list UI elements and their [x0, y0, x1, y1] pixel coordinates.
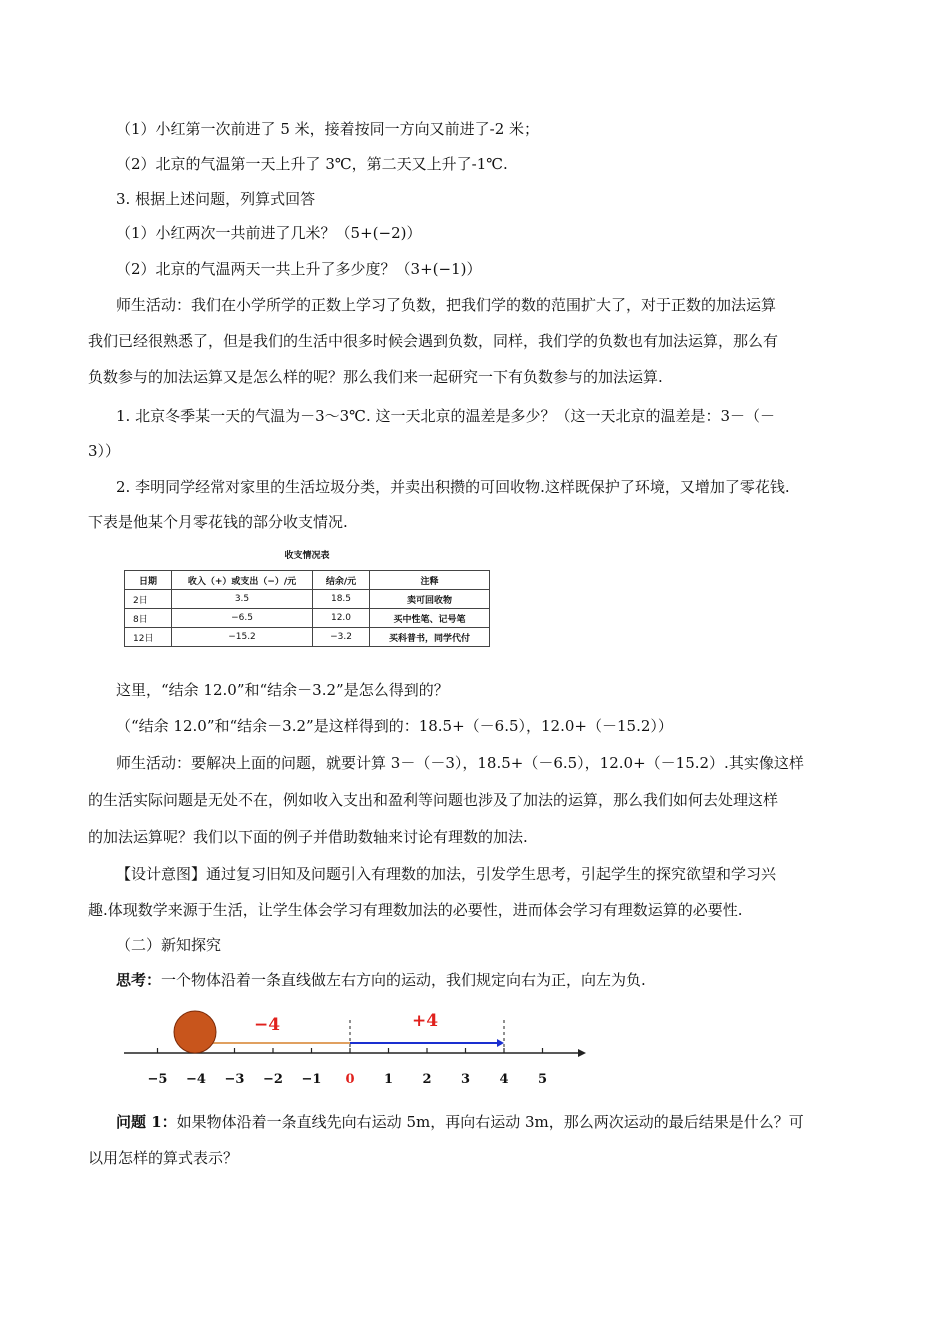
- moving-object-ball-icon: [174, 1011, 216, 1053]
- think-text: 一个物体沿着一条直线做左右方向的运动，我们规定向右为正，向左为负.: [161, 971, 646, 989]
- axis-arrow-icon: [578, 1049, 586, 1057]
- section-heading: （二）新知探究: [116, 936, 222, 954]
- tick-label: 3: [460, 1072, 471, 1087]
- tick-label: 5: [537, 1072, 548, 1087]
- tick-label: 2: [422, 1072, 432, 1087]
- income-expense-table: [124, 548, 490, 647]
- problem-money-line-2: 下表是他某个月零花钱的部分收支情况.: [88, 513, 348, 531]
- question-here-answer: （“结余 12.0”和“结余－3.2”是这样得到的：18.5+（－6.5），12.0+（－15.2））: [116, 717, 673, 735]
- header-note: 注释: [370, 571, 490, 590]
- tick-label: 4: [499, 1072, 509, 1087]
- header-date: 日期: [125, 571, 172, 590]
- step-3: 3. 根据上述问题，列算式回答: [116, 190, 316, 208]
- tick-label: −1: [301, 1072, 322, 1087]
- number-line-figure: [120, 1006, 590, 1092]
- problem-money-line-1: 2. 李明同学经常对家里的生活垃圾分类，并卖出积攒的可回收物.这样既保护了环境，又增加了零花钱.: [116, 478, 790, 496]
- cell-date: 12日: [125, 628, 172, 647]
- tick-label: −5: [147, 1072, 168, 1087]
- problem-temp-line-2: 3））: [88, 442, 121, 460]
- tick-label: −3: [224, 1072, 245, 1087]
- cell-note: 卖可回收物: [370, 590, 490, 609]
- tick-label: 0: [345, 1072, 355, 1087]
- problem-1-line-2: 以用怎样的算式表示？: [88, 1149, 239, 1167]
- cell-date: 2日: [125, 590, 172, 609]
- answer-2: （2）北京的气温两天一共上升了多少度？（3+(−1)）: [116, 260, 482, 278]
- activity-2-line-3: 的加法运算呢？我们以下面的例子并借助数轴来讨论有理数的加法.: [88, 828, 528, 846]
- answer-1: （1）小红两次一共前进了几米？（5+(−2)）: [116, 224, 422, 242]
- move-right-label: +4: [411, 1011, 439, 1031]
- table-header-row: [125, 571, 490, 590]
- tick-label: 1: [383, 1072, 394, 1087]
- activity-1-line-3: 负数参与的加法运算又是怎么样的呢？那么我们来一起研究一下有负数参与的加法运算.: [88, 368, 663, 386]
- move-right-arrow-icon: [497, 1039, 504, 1047]
- cell-balance: 18.5: [313, 590, 370, 609]
- cell-balance: −3.2: [313, 628, 370, 647]
- problem-1-text: 如果物体沿着一条直线先向右运动 5m，再向右运动 3m，那么两次运动的最后结果是什么？可: [176, 1113, 804, 1131]
- cell-amount: 3.5: [172, 590, 313, 609]
- cell-amount: −6.5: [172, 609, 313, 628]
- cell-note: 买中性笔、记号笔: [370, 609, 490, 628]
- move-left-label: −4: [253, 1015, 281, 1035]
- design-intent-line-1: 【设计意图】通过复习旧知及问题引入有理数的加法，引发学生思考，引起学生的探究欲望和学习兴: [116, 865, 777, 883]
- activity-2-line-2: 的生活实际问题是无处不在，例如收入支出和盈利等问题也涉及了加法的运算，那么我们如何去处理这样: [88, 791, 779, 809]
- table-row: [125, 628, 490, 647]
- cell-note: 买科普书，同学代付: [370, 628, 490, 647]
- header-amount: 收入（+）或支出（−）/元: [172, 571, 313, 590]
- table-title: 收支情况表: [284, 551, 330, 561]
- tick-label: −4: [186, 1072, 206, 1087]
- tick-group: [148, 1048, 548, 1087]
- table-row: [125, 609, 490, 628]
- activity-1-line-1: 师生活动：我们在小学所学的正数上学习了负数，把我们学的数的范围扩大了，对于正数的加法运算: [116, 296, 777, 314]
- problem-1-line-1: [116, 1111, 804, 1133]
- table-row: [125, 590, 490, 609]
- cell-date: 8日: [125, 609, 172, 628]
- problem-temp-line-1: 1. 北京冬季某一天的气温为－3～3℃. 这一天北京的温差是多少？（这一天北京的温差是：3－（－: [116, 407, 776, 425]
- problem-1-label: 问题 1：: [116, 1113, 177, 1131]
- question-here: 这里，“结余 12.0”和“结余－3.2”是怎么得到的？: [116, 681, 449, 699]
- header-balance: 结余/元: [313, 571, 370, 590]
- design-intent-line-2: 趣.体现数学来源于生活，让学生体会学习有理数加法的必要性，进而体会学习有理数运算的必要性.: [88, 901, 743, 919]
- cell-balance: 12.0: [313, 609, 370, 628]
- question-2: （2）北京的气温第一天上升了 3℃，第二天又上升了-1℃.: [116, 155, 508, 173]
- tick-label: −2: [263, 1072, 283, 1087]
- think-label: 思考：: [116, 971, 162, 989]
- activity-1-line-2: 我们已经很熟悉了，但是我们的生活中很多时候会遇到负数，同样，我们学的负数也有加法运算，那么有: [88, 332, 779, 350]
- think-paragraph: [116, 969, 646, 991]
- question-1: （1）小红第一次前进了 5 米，接着按同一方向又前进了-2 米；: [116, 120, 540, 138]
- activity-2-line-1: 师生活动：要解决上面的问题，就要计算 3－（－3），18.5+（－6.5），12.0+（－15.2）.其实像这样: [116, 754, 804, 772]
- cell-amount: −15.2: [172, 628, 313, 647]
